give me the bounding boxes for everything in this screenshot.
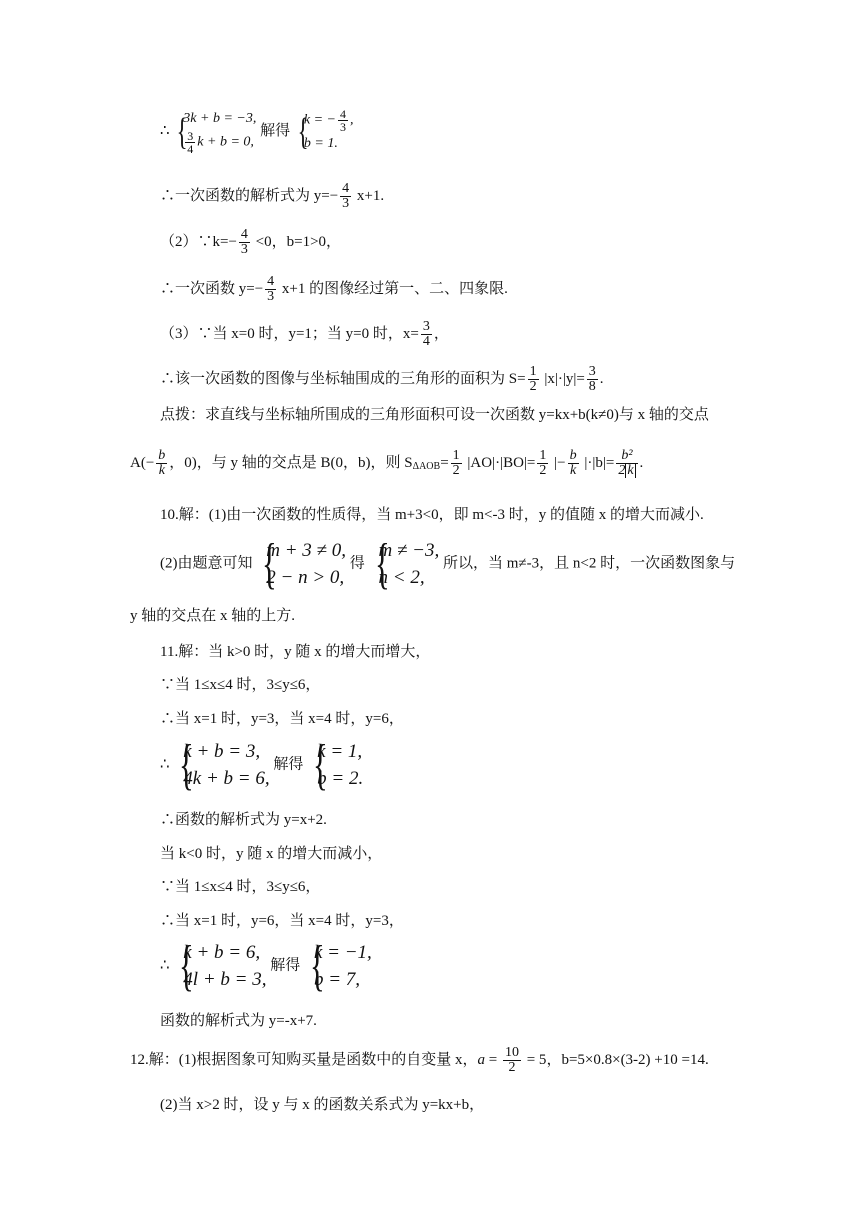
text-line: （2）∵k=− $\frac{4}{3}$ <0，b=1>0， — [160, 227, 342, 257]
therefore-symbol: ∴ — [160, 122, 170, 139]
equation-system: { k + b = 3, 4k + b = 6, — [179, 734, 270, 796]
text-line: 点拨：求直线与坐标轴所围成的三角形面积可设一次函数 y=kx+b(k≠0)与 x 轴的交点 — [160, 407, 709, 423]
text-line: （3）∵当 x=0 时，y=1；当 y=0 时，x= $\frac{3}{4}$ ， — [160, 319, 449, 349]
equation-system-line: ∴ { k + b = 3, 4k + b = 6, 解得 { k = 1, b = 2. — [160, 734, 364, 796]
solution-system: { m ≠ −3, n < 2, — [374, 533, 440, 595]
equation-system-line — [160, 108, 353, 155]
equation-system-line: ∴ { k + b = 6, 4l + b = 3, 解得 { k = −1, b = 7, — [160, 935, 372, 997]
text-line: A(− $\frac{b}{k}$ ，0)，与 y 轴的交点是 B(0，b)，则 $S_{\Delta AOB}=$ $\frac{1}{2}$ |AO|·|BO|= $\frac{1}{2}$ |− $\frac{b}{k}$ |·|b|= $\frac{\text{b²}}{2 k}$ . — [130, 448, 644, 478]
text-line: ∴当 x=1 时，y=3，当 x=4 时，y=6， — [160, 711, 404, 727]
equation-row: $\frac{3}{4}$ k + b = 0, — [187, 129, 254, 156]
text-line: 12.解：(1)根据图象可知购买量是函数中的自变量 x，a = $\frac{10}{2}$ = 5，b=5×0.8×(3-2) +10 =14. — [130, 1045, 709, 1075]
equation-row: b = 1. — [303, 136, 338, 151]
text-line: ∴一次函数的解析式为 y=− $\frac{4}{3}$ x+1. — [160, 181, 385, 211]
equation-row: 3k + b = −3, — [183, 111, 257, 126]
solve-label: 解得 — [260, 122, 291, 139]
text-line: ∴当 x=1 时，y=6，当 x=4 时，y=3， — [160, 913, 404, 929]
text-line: 函数的解析式为 y=-x+7. — [160, 1013, 317, 1029]
equation-row: k = − $\frac{4}{3}$ , — [303, 107, 354, 134]
text-line: 当 k<0 时，y 随 x 的增大而减小， — [160, 846, 383, 862]
text-line: ∵当 1≤x≤4 时，3≤y≤6， — [160, 879, 321, 895]
equation-system: { k + b = 6, 4l + b = 3, — [179, 935, 267, 997]
equation-system: { m + 3 ≠ 0, 2 − n > 0, — [262, 533, 346, 595]
text-line: 11.解：当 k>0 时，y 随 x 的增大而增大， — [160, 644, 431, 660]
solution-system: { k = 1, b = 2. — [313, 734, 364, 796]
solution-system: { k = −1, b = 7, — [310, 935, 372, 997]
text-line: ∴该一次函数的图像与坐标轴围成的三角形的面积为 S= $\frac{1}{2}$ |x|·|y|= $\frac{3}{8}$ . — [160, 364, 604, 394]
text-line: y 轴的交点在 x 轴的上方. — [130, 608, 296, 624]
text-line: 10.解：(1)由一次函数的性质得，当 m+3<0，即 m<-3 时，y 的值随 x 的增大而减小. — [160, 507, 704, 523]
text-line: ∵当 1≤x≤4 时，3≤y≤6， — [160, 677, 321, 693]
solution-system: { k = − $\frac{4}{3}$ , b = 1. — [294, 108, 354, 155]
text-line: (2)当 x>2 时，设 y 与 x 的函数关系式为 y=kx+b， — [160, 1097, 485, 1113]
equation-system: { 3k + b = −3, $\frac{3}{4}$ k + b = 0, — [173, 108, 256, 155]
text-line: ∴一次函数 y=− $\frac{4}{3}$ x+1 的图像经过第一、二、四象限. — [160, 274, 508, 304]
text-line: ∴函数的解析式为 y=x+2. — [160, 812, 327, 828]
equation-system-line: (2)由题意可知 { m + 3 ≠ 0, 2 − n > 0, 得 { m ≠ −3, n < 2, 所以，当 m≠-3，且 n<2 时，一次函数图象与 — [160, 533, 736, 595]
